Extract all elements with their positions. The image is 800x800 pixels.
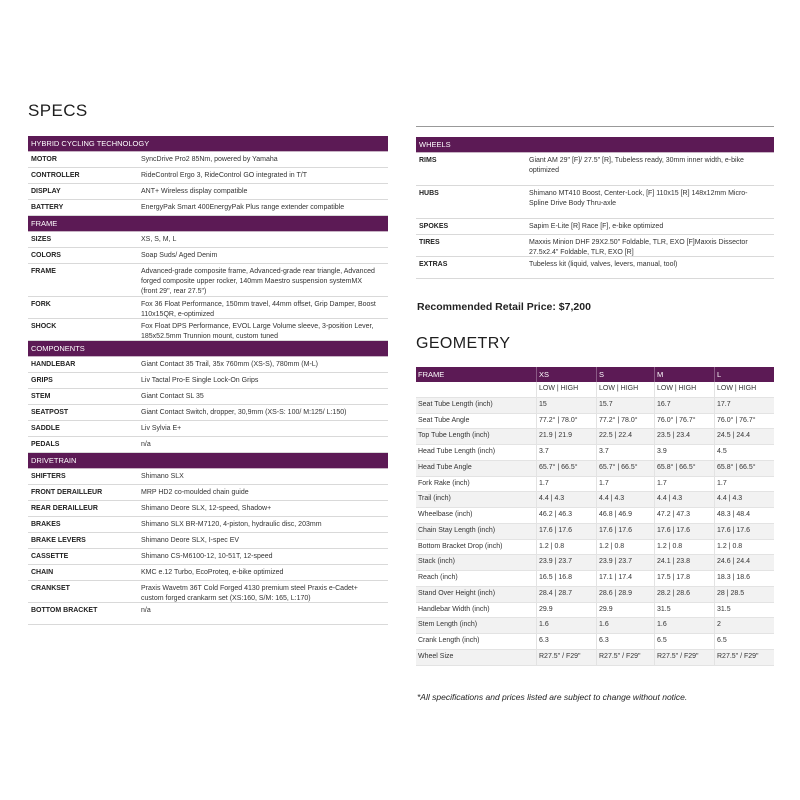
geometry-value: 24.6 | 24.4 xyxy=(714,555,774,570)
geometry-subheader-cell: LOW | HIGH xyxy=(596,382,654,397)
spec-row xyxy=(416,235,774,257)
geometry-header-cell: FRAME xyxy=(418,370,445,379)
spec-value: Shimano SLX BR-M7120, 4-piston, hydraulic disc, 203mm xyxy=(141,520,322,528)
spec-value: Liv Tactal Pro-E Single Lock-On Grips xyxy=(141,376,259,384)
geometry-value: 77.2° | 78.0° xyxy=(536,414,596,429)
geometry-value: 23.9 | 23.7 xyxy=(536,555,596,570)
spec-label: SHOCK xyxy=(31,323,57,330)
spec-label: SHIFTERS xyxy=(31,472,66,480)
spec-value: Shimano Deore SLX, 12-speed, Shadow+ xyxy=(141,504,272,512)
section-band: DRIVETRAIN xyxy=(28,453,388,469)
geometry-value: 31.5 xyxy=(654,603,714,618)
spec-label: REAR DERAILLEUR xyxy=(31,504,98,512)
geometry-row xyxy=(416,508,774,524)
spec-label: PEDALS xyxy=(31,440,60,448)
spec-row xyxy=(416,257,774,279)
spec-value: Praxis Wavetm 36T Cold Forged 4130 premium steel Praxis e-Cadet+ custom forged crankarm set (XS:160, S/M: 165, L:170) xyxy=(141,585,358,602)
geometry-value: 1.7 xyxy=(536,477,596,492)
geometry-value: 17.6 | 17.6 xyxy=(596,524,654,539)
geometry-row xyxy=(416,555,774,571)
geometry-label: Stem Length (inch) xyxy=(418,621,478,629)
spec-label: CHAIN xyxy=(31,568,54,576)
spec-row xyxy=(28,152,388,168)
geometry-row xyxy=(416,587,774,603)
geometry-value: 6.3 xyxy=(536,634,596,649)
geometry-subheader-cell: LOW | HIGH xyxy=(654,382,714,397)
geometry-value: 1.6 xyxy=(654,618,714,633)
spec-value: Liv Sylvia E+ xyxy=(141,424,182,432)
spec-value: Giant Contact Switch, dropper, 30,9mm (XS-S: 100/ M:125/ L:150) xyxy=(141,408,347,416)
spec-label: SADDLE xyxy=(31,424,60,432)
geometry-value: 76.0° | 76.7° xyxy=(714,414,774,429)
geometry-value: R27.5" / F29" xyxy=(714,650,774,665)
geometry-row xyxy=(416,540,774,556)
spec-label: FORK xyxy=(31,301,51,308)
geometry-value: 31.5 xyxy=(714,603,774,618)
geometry-value: 17.6 | 17.6 xyxy=(654,524,714,539)
geometry-row xyxy=(416,477,774,493)
spec-row xyxy=(28,485,388,501)
spec-row xyxy=(28,469,388,485)
geometry-value: 65.7° | 66.5° xyxy=(596,461,654,476)
geometry-row xyxy=(416,445,774,461)
geometry-value: 3.7 xyxy=(596,445,654,460)
spec-label: SIZES xyxy=(31,235,52,243)
geometry-value: 17.6 | 17.6 xyxy=(714,524,774,539)
spec-row xyxy=(28,389,388,405)
geometry-header-cell: M xyxy=(654,367,714,382)
spec-value: Giant Contact 35 Trail, 35x 760mm (XS-S), 780mm (M-L) xyxy=(141,360,318,368)
spec-value: Fox 36 Float Performance, 150mm travel, 44mm offset, Grip Damper, Boost 110x15QR, e-optimized xyxy=(141,301,376,318)
spec-label: GRIPS xyxy=(31,376,53,384)
geometry-value: 1.2 | 0.8 xyxy=(714,540,774,555)
geometry-value: 16.7 xyxy=(654,398,714,413)
spec-row xyxy=(28,357,388,373)
geometry-row xyxy=(416,571,774,587)
geometry-value: 4.4 | 4.3 xyxy=(536,492,596,507)
spec-row xyxy=(28,200,388,216)
geometry-value: 2 xyxy=(714,618,774,633)
spec-row xyxy=(28,581,388,603)
geometry-value: 24.5 | 24.4 xyxy=(714,429,774,444)
geometry-value: R27.5" / F29" xyxy=(654,650,714,665)
geometry-row xyxy=(416,634,774,650)
section-band: COMPONENTS xyxy=(28,341,388,357)
geometry-value: 22.5 | 22.4 xyxy=(596,429,654,444)
geometry-value: 6.5 xyxy=(714,634,774,649)
spec-value: Shimano MT410 Boost, Center-Lock, [F] 110x15 [R] 148x12mm Micro-Spline Drive Body Thru-axle xyxy=(529,190,748,207)
spec-value: ANT+ Wireless display compatible xyxy=(141,187,248,195)
geometry-value: 28.6 | 28.9 xyxy=(596,587,654,602)
divider xyxy=(416,126,774,127)
geometry-value: 65.7° | 66.5° xyxy=(536,461,596,476)
spec-label: DISPLAY xyxy=(31,187,61,195)
geometry-value: 47.2 | 47.3 xyxy=(654,508,714,523)
geometry-table xyxy=(416,367,774,666)
geometry-row xyxy=(416,429,774,445)
geometry-value: 28 | 28.5 xyxy=(714,587,774,602)
geometry-value: 24.1 | 23.8 xyxy=(654,555,714,570)
geometry-value: 6.5 xyxy=(654,634,714,649)
spec-row xyxy=(28,264,388,297)
spec-row xyxy=(28,603,388,625)
spec-row xyxy=(28,168,388,184)
geometry-value: 4.4 | 4.3 xyxy=(714,492,774,507)
geometry-header-cell: XS xyxy=(536,367,596,382)
geometry-value: 1.7 xyxy=(654,477,714,492)
geometry-value: R27.5" / F29" xyxy=(596,650,654,665)
geometry-subheader-cell: LOW | HIGH xyxy=(536,382,596,397)
geometry-label: Head Tube Length (inch) xyxy=(418,448,496,455)
geometry-value: 28.4 | 28.7 xyxy=(536,587,596,602)
spec-label: HUBS xyxy=(419,190,439,197)
spec-label: CASSETTE xyxy=(31,552,69,560)
geometry-value: 1.6 xyxy=(536,618,596,633)
geometry-value: 65.8° | 66.5° xyxy=(714,461,774,476)
spec-label: CRANKSET xyxy=(31,585,70,592)
geometry-header-row xyxy=(416,367,774,382)
geometry-value: 21.9 | 21.9 xyxy=(536,429,596,444)
geometry-label: Seat Tube Length (inch) xyxy=(418,400,493,408)
geometry-value: 23.5 | 23.4 xyxy=(654,429,714,444)
spec-label: CONTROLLER xyxy=(31,171,80,179)
geometry-row xyxy=(416,492,774,508)
spec-row xyxy=(28,248,388,264)
spec-row xyxy=(28,297,388,319)
geometry-value: 15.7 xyxy=(596,398,654,413)
geometry-label: Bottom Bracket Drop (inch) xyxy=(418,542,503,550)
spec-row xyxy=(28,184,388,200)
geometry-value: 3.9 xyxy=(654,445,714,460)
geometry-value: 29.9 xyxy=(596,603,654,618)
geometry-row xyxy=(416,524,774,540)
geometry-row xyxy=(416,461,774,477)
geometry-value: 3.7 xyxy=(536,445,596,460)
geometry-subheader-cell xyxy=(416,382,536,397)
geometry-value: 65.8° | 66.5° xyxy=(654,461,714,476)
geometry-value: 1.7 xyxy=(714,477,774,492)
geometry-label: Crank Length (inch) xyxy=(418,637,480,644)
spec-label: SPOKES xyxy=(419,222,449,230)
geometry-value: 4.4 | 4.3 xyxy=(596,492,654,507)
spec-row xyxy=(416,219,774,235)
geometry-value: 29.9 xyxy=(536,603,596,618)
geometry-value: 76.0° | 76.7° xyxy=(654,414,714,429)
spec-row xyxy=(28,319,388,341)
spec-row xyxy=(28,437,388,453)
retail-price: Recommended Retail Price: $7,200 xyxy=(417,301,591,313)
spec-row xyxy=(28,533,388,549)
geometry-value: 18.3 | 18.6 xyxy=(714,571,774,586)
geometry-row xyxy=(416,603,774,619)
spec-value: Giant AM 29" [F]/ 27.5" [R], Tubeless ready, 30mm inner width, e-bike optimized xyxy=(529,157,744,174)
geometry-label: Seat Tube Angle xyxy=(418,416,470,424)
spec-label: HANDLEBAR xyxy=(31,360,76,368)
spec-row xyxy=(416,186,774,219)
spec-value: Fox Float DPS Performance, EVOL Large Volume sleeve, 3-position Lever, 185x52.5mm Trunnion mount, custom tuned xyxy=(141,323,374,340)
spec-value: RideControl Ergo 3, RideControl GO integrated in T/T xyxy=(141,171,308,179)
geometry-label: Wheelbase (inch) xyxy=(418,511,473,518)
section-band: FRAME xyxy=(28,216,388,232)
spec-label: STEM xyxy=(31,392,51,400)
spec-value: Giant Contact SL 35 xyxy=(141,392,204,400)
geometry-row xyxy=(416,650,774,666)
geometry-value: 1.2 | 0.8 xyxy=(536,540,596,555)
geometry-value: 1.2 | 0.8 xyxy=(654,540,714,555)
spec-label: BRAKES xyxy=(31,520,61,528)
geometry-value: 46.2 | 46.3 xyxy=(536,508,596,523)
spec-row xyxy=(28,517,388,533)
section-band: HYBRID CYCLING TECHNOLOGY xyxy=(28,136,388,152)
geometry-subheader-row xyxy=(416,382,774,398)
geometry-label: Chain Stay Length (inch) xyxy=(418,526,496,534)
spec-label: COLORS xyxy=(31,251,61,259)
spec-value: SyncDrive Pro2 85Nm, powered by Yamaha xyxy=(141,155,278,163)
geometry-value: R27.5" / F29" xyxy=(536,650,596,665)
geometry-value: 77.2° | 78.0° xyxy=(596,414,654,429)
spec-label: BRAKE LEVERS xyxy=(31,536,86,544)
section-band: WHEELS xyxy=(416,137,774,153)
geometry-label: Fork Rake (inch) xyxy=(418,479,470,487)
spec-value: EnergyPak Smart 400EnergyPak Plus range extender compatible xyxy=(141,203,345,211)
geometry-value: 17.7 xyxy=(714,398,774,413)
geometry-value: 23.9 | 23.7 xyxy=(596,555,654,570)
spec-value: Shimano SLX xyxy=(141,472,184,480)
geometry-value: 15 xyxy=(536,398,596,413)
geometry-header-cell: S xyxy=(596,367,654,382)
geometry-value: 17.5 | 17.8 xyxy=(654,571,714,586)
geometry-label: Head Tube Angle xyxy=(418,463,472,471)
geometry-label: Trail (inch) xyxy=(418,495,451,503)
spec-label: TIRES xyxy=(419,239,440,246)
geometry-label: Stack (inch) xyxy=(418,558,455,566)
geometry-value: 48.3 | 48.4 xyxy=(714,508,774,523)
spec-value: Shimano Deore SLX, I-spec EV xyxy=(141,536,240,544)
geometry-value: 4.5 xyxy=(714,445,774,460)
spec-value: MRP HD2 co-moulded chain guide xyxy=(141,488,249,496)
geometry-value: 1.7 xyxy=(596,477,654,492)
spec-value: Shimano CS-M6100-12, 10-51T, 12-speed xyxy=(141,552,273,560)
spec-value: Advanced-grade composite frame, Advanced-grade rear triangle, Advanced forged composite upper rocker, 140mm Maestro suspension systemMX (front 29", rear 27.5") xyxy=(141,268,375,295)
geometry-label: Top Tube Length (inch) xyxy=(418,432,490,440)
spec-row xyxy=(416,153,774,186)
geometry-label: Handlebar Width (inch) xyxy=(418,605,490,613)
geometry-value: 46.8 | 46.9 xyxy=(596,508,654,523)
spec-value: KMC e.12 Turbo, EcoProteq, e-bike optimized xyxy=(141,568,284,576)
geometry-value: 1.6 xyxy=(596,618,654,633)
spec-label: BATTERY xyxy=(31,203,64,211)
spec-value: Maxxis Minion DHF 29X2.50" Foldable, TLR, EXO [F]Maxxis Dissector 27.5x2.4" Foldable, TLR, EXO [R] xyxy=(529,239,748,256)
spec-value: n/a xyxy=(141,440,151,448)
geometry-label: Wheel Size xyxy=(418,652,454,660)
spec-label: FRAME xyxy=(31,268,56,275)
spec-value: XS, S, M, L xyxy=(141,235,177,243)
spec-label: BOTTOM BRACKET xyxy=(31,607,98,614)
geometry-value: 16.5 | 16.8 xyxy=(536,571,596,586)
geometry-value: 1.2 | 0.8 xyxy=(596,540,654,555)
spec-row xyxy=(28,232,388,248)
geometry-rows xyxy=(416,382,774,666)
spec-value: n/a xyxy=(141,607,151,614)
spec-label: FRONT DERAILLEUR xyxy=(31,488,103,496)
geometry-value: 17.6 | 17.6 xyxy=(536,524,596,539)
geometry-title: GEOMETRY xyxy=(416,335,511,352)
specs-title: SPECS xyxy=(28,101,88,120)
spec-row xyxy=(28,549,388,565)
wheels-table xyxy=(416,137,774,279)
specs-column xyxy=(28,101,388,625)
disclaimer: *All specifications and prices listed are subject to change without notice. xyxy=(417,691,688,702)
geometry-header-cell: L xyxy=(714,367,774,382)
geometry-row xyxy=(416,398,774,414)
geometry-subheader-cell: LOW | HIGH xyxy=(714,382,774,397)
geometry-value: 4.4 | 4.3 xyxy=(654,492,714,507)
spec-label: SEATPOST xyxy=(31,408,69,416)
spec-value: Sapim E-Lite [R] Race [F], e-bike optimized xyxy=(529,222,664,230)
spec-label: RIMS xyxy=(419,157,437,164)
geometry-row xyxy=(416,618,774,634)
spec-label: EXTRAS xyxy=(419,261,448,268)
specs-table xyxy=(28,136,388,625)
spec-value: Soap Suds/ Aged Denim xyxy=(141,251,218,259)
spec-label: MOTOR xyxy=(31,155,57,163)
spec-row xyxy=(28,421,388,437)
spec-row xyxy=(28,373,388,389)
geometry-row xyxy=(416,414,774,430)
spec-row xyxy=(28,565,388,581)
geometry-value: 17.1 | 17.4 xyxy=(596,571,654,586)
spec-row xyxy=(28,501,388,517)
geometry-label: Stand Over Height (inch) xyxy=(418,589,496,597)
spec-row xyxy=(28,405,388,421)
geometry-value: 6.3 xyxy=(596,634,654,649)
geometry-label: Reach (inch) xyxy=(418,574,458,581)
spec-value: Tubeless kit (liquid, valves, levers, manual, tool) xyxy=(529,261,678,268)
geometry-value: 28.2 | 28.6 xyxy=(654,587,714,602)
right-column xyxy=(416,126,774,702)
